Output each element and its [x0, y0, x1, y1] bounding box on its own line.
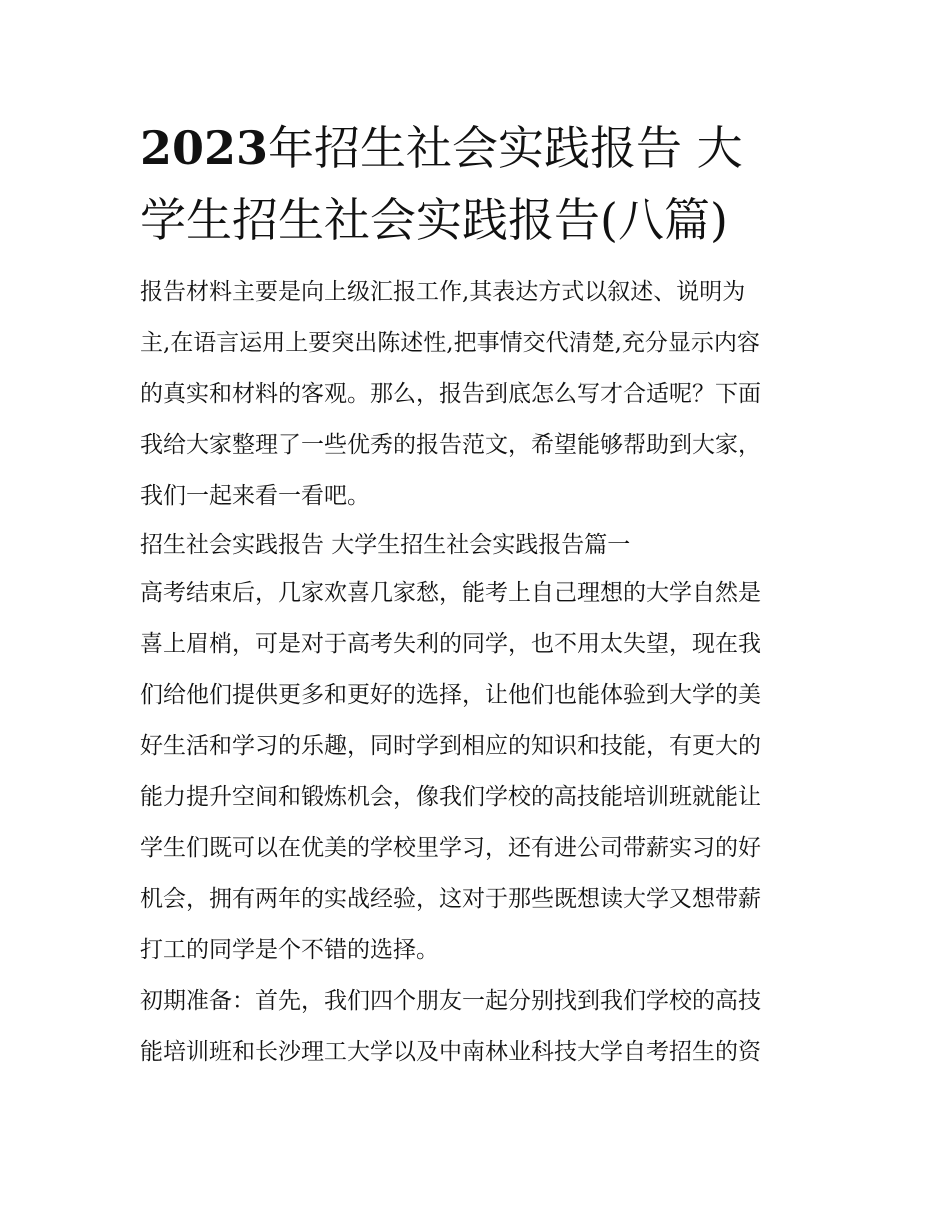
text-line: 初期准备：首先，我们四个朋友一起分别找到我们学校的高技 — [140, 988, 761, 1014]
title-line-1 — [140, 112, 816, 184]
text-line: 能力提升空间和锻炼机会，像我们学校的高技能培训班就能让 — [140, 784, 761, 810]
text-line: 高考结束后，几家欢喜几家愁，能考上自己理想的大学自然是 — [140, 580, 761, 606]
title-year: 2023 — [140, 121, 269, 175]
text-line: 能培训班和长沙理工大学以及中南林业科技大学自考招生的资 — [140, 1039, 761, 1065]
body-paragraph-2 — [140, 976, 816, 1078]
text-line: 打工的同学是个不错的选择。 — [140, 937, 439, 963]
document-title — [140, 112, 816, 256]
text-line: 好生活和学习的乐趣，同时学到相应的知识和技能，有更大的 — [140, 733, 761, 759]
title-line-2: 学生招生社会实践报告(八篇) — [140, 193, 728, 247]
text-line: 机会，拥有两年的实战经验，这对于那些既想读大学又想带薪 — [140, 886, 761, 912]
document-page — [140, 112, 816, 1078]
text-line: 主,在语言运用上要突出陈述性,把事情交代清楚,充分显示内容 — [140, 330, 760, 356]
text-line: 喜上眉梢，可是对于高考失利的同学，也不用太失望，现在我 — [140, 631, 761, 657]
text-line: 的真实和材料的客观。那么，报告到底怎么写才合适呢？下面 — [140, 381, 761, 407]
body-paragraph-1 — [140, 568, 816, 976]
intro-paragraph — [140, 267, 816, 522]
text-line: 我们一起来看一看吧。 — [140, 483, 370, 509]
section-heading: 招生社会实践报告 大学生招生社会实践报告篇一 — [140, 532, 631, 558]
document-body — [140, 267, 816, 1078]
text-line: 报告材料主要是向上级汇报工作,其表达方式以叙述、说明为 — [140, 279, 746, 305]
text-line: 我给大家整理了一些优秀的报告范文，希望能够帮助到大家， — [140, 432, 761, 458]
title-line-1-text: 年招生社会实践报告 大 — [268, 121, 743, 175]
text-line: 们给他们提供更多和更好的选择，让他们也能体验到大学的美 — [140, 682, 761, 708]
text-line: 学生们既可以在优美的学校里学习，还有进公司带薪实习的好 — [140, 835, 761, 861]
